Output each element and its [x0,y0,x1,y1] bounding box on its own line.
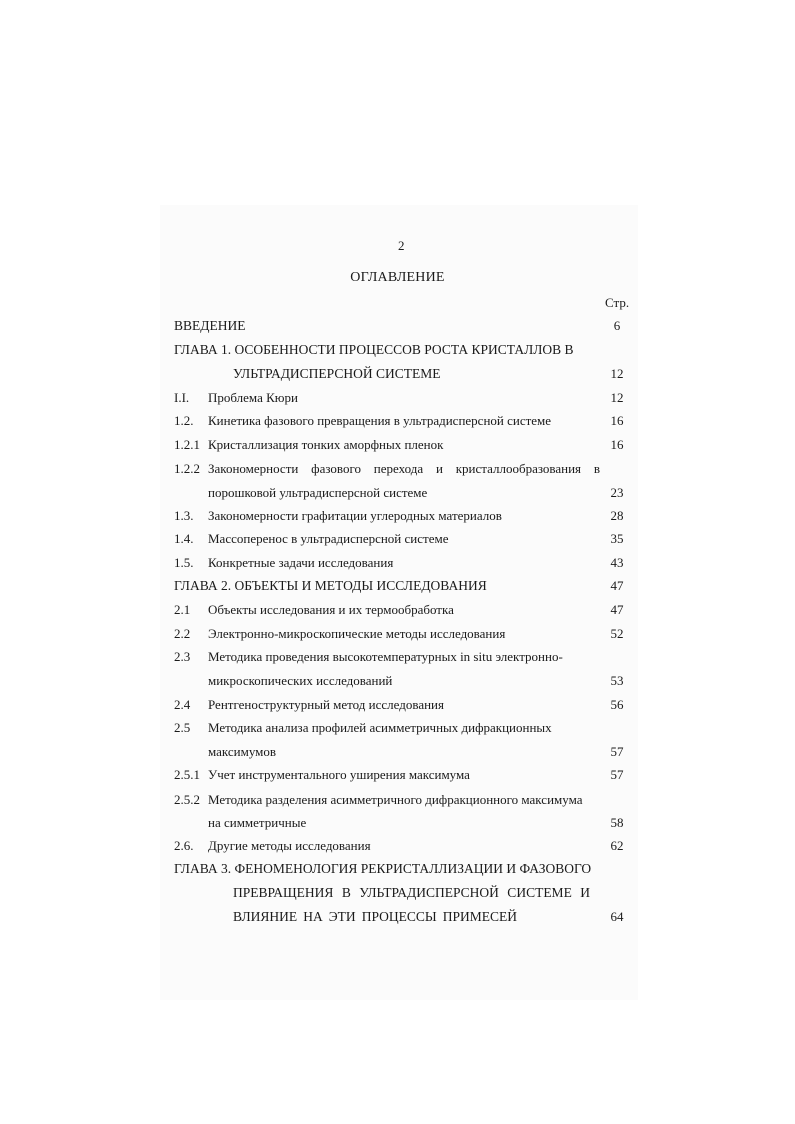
toc-entry-number: 2.4 [174,697,191,712]
toc-page-number: 57 [610,767,624,782]
toc-entry-title: Массоперенос в ультрадисперсной системе [208,531,449,546]
toc-entry-title: максимумов [208,744,277,759]
toc-chapter-title: УЛЬТРАДИСПЕРСНОЙ СИСТЕМЕ [233,366,441,381]
toc-page-number: 12 [610,366,624,381]
toc-entry-title: микроскопических исследований [208,673,393,688]
toc-entry-number: 2.2 [174,626,191,641]
toc-page-number: 47 [610,602,624,617]
toc-entry-title: Электронно-микроскопические методы исследования [208,626,506,641]
page-column-label: Стр. [605,295,630,310]
toc-entry-title: Учет инструментального уширения максимума [208,767,470,782]
toc-page-number: 35 [610,531,624,546]
toc-page-number: 58 [610,815,624,830]
toc-chapter-title: ГЛАВА 1. ОСОБЕННОСТИ ПРОЦЕССОВ РОСТА КРИСТАЛЛОВ В [174,342,574,357]
toc-page-number: 16 [610,437,624,452]
toc-chapter-title: ПРЕВРАЩЕНИЯ В УЛЬТРАДИСПЕРСНОЙ СИСТЕМЕ И [233,885,590,900]
toc-entry-number: 1.3. [174,508,194,523]
toc-entry-title: Методика проведения высокотемпературных in situ электронно- [208,649,563,664]
toc-chapter-title: ГЛАВА 2. ОБЪЕКТЫ И МЕТОДЫ ИССЛЕДОВАНИЯ [174,578,487,593]
toc-chapter-title: ВЛИЯНИЕ НА ЭТИ ПРОЦЕССЫ ПРИМЕСЕЙ [233,909,517,924]
toc-page-number: 64 [610,909,624,924]
toc-entry-number: 2.5 [174,720,191,735]
toc-page-number: 52 [610,626,624,641]
toc-page-number: 53 [610,673,624,688]
toc-entry-number: 1.5. [174,555,194,570]
toc-entry-title: Объекты исследования и их термообработка [208,602,454,617]
toc-page-number: 56 [610,697,624,712]
toc-entry-title: Методика разделения асимметричного дифракционного максимума [208,792,583,807]
toc-entry-title: Закономерности фазового перехода и кристаллообразования в [208,461,600,476]
toc-entry-title: Закономерности графитации углеродных материалов [208,508,502,523]
toc-entry-number: 2.5.1 [174,767,200,782]
toc-entry-title: Кристаллизация тонких аморфных пленок [208,437,444,452]
toc-entry-title: Методика анализа профилей асимметричных дифракционных [208,720,552,735]
toc-page-number: 16 [610,413,624,428]
toc-entry-number: 2.1 [174,602,191,617]
toc-entry-number: 1.2.2 [174,461,200,476]
toc-page-number: 57 [610,744,624,759]
toc-page-number: 23 [610,485,624,500]
toc-page-number: 62 [610,838,624,853]
toc-entry-title: Кинетика фазового превращения в ультрадисперсной системе [208,413,552,428]
toc-entry-title: Другие методы исследования [208,838,371,853]
toc-entry-title: порошковой ультрадисперсной системе [208,485,428,500]
toc-entry-number: 1.2.1 [174,437,200,452]
toc-entry-title: Рентгеноструктурный метод исследования [208,697,444,712]
toc-entry-number: 2.3 [174,649,191,664]
toc-entry-number: 1.4. [174,531,194,546]
toc-entry-number: 1.2. [174,413,194,428]
toc-page-number: 47 [610,578,624,593]
toc-entry-number: 2.5.2 [174,792,200,807]
page-number: 2 [398,238,405,253]
toc-chapter-title: ГЛАВА 3. ФЕНОМЕНОЛОГИЯ РЕКРИСТАЛЛИЗАЦИИ И ФАЗОВОГО [174,861,592,876]
toc-page-number: 6 [613,318,621,333]
toc-page-number: 43 [610,555,624,570]
toc-entry-number: I.I. [174,390,190,405]
toc-entry-title: Конкретные задачи исследования [208,555,394,570]
toc-chapter-title: ВВЕДЕНИЕ [174,318,246,333]
toc-page-number: 12 [610,390,624,405]
toc-entry-title: на симметричные [208,815,307,830]
toc-heading: ОГЛАВЛЕНИЕ [350,270,445,285]
toc-page-number: 28 [610,508,624,523]
toc-entry-number: 2.6. [174,838,194,853]
toc-entry-title: Проблема Кюри [208,390,298,405]
